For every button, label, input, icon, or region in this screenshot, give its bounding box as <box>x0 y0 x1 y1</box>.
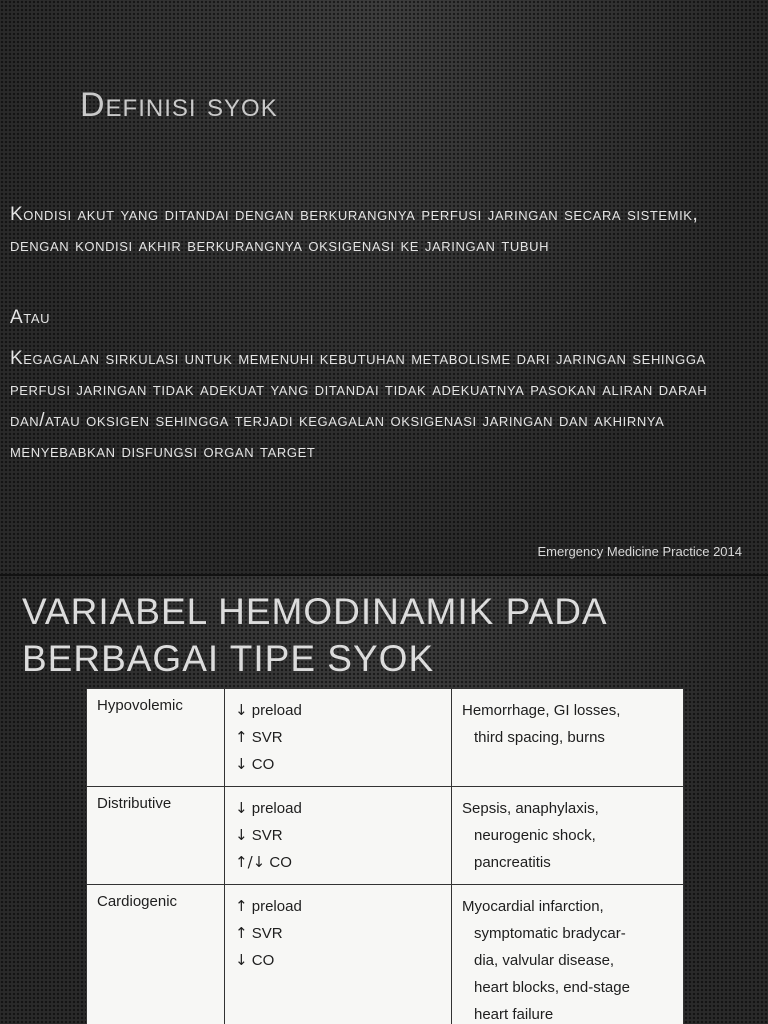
variable-label: CO <box>251 952 275 969</box>
slide-variabel-hemodinamik <box>0 576 768 1024</box>
causes-cell <box>452 885 684 1024</box>
arrow-icon: ↑ <box>235 897 248 915</box>
cause-line: third spacing, burns <box>474 729 605 746</box>
causes-cell <box>452 787 684 885</box>
variable-label: preload <box>251 702 302 719</box>
causes-cell <box>452 689 684 787</box>
hemodynamic-table <box>86 688 684 1024</box>
definition-paragraph-2: Kegagalan sirkulasi untuk memenuhi kebutuhan metabolisme dari jaringan sehingga perfusi jaringan tidak adekuat yang ditandai tidak adekuatnya pasokan aliran darah dan/atau oksigen sehingga terjadi kegagalan oksigenasi jaringan dan akhirnya menyebabkan disfungsi organ target <box>10 348 708 462</box>
arrow-icon: ↑ <box>235 924 248 942</box>
variable-line <box>235 822 441 849</box>
variable-label: SVR <box>251 827 283 844</box>
cause-line: Sepsis, anaphylaxis, <box>462 800 599 817</box>
variable-line <box>235 947 441 974</box>
variable-label: CO <box>251 756 275 773</box>
arrow-icon: ↓ <box>235 755 248 773</box>
cause-line: heart failure <box>474 1006 554 1023</box>
table-row <box>87 885 684 1024</box>
cause-line: pancreatitis <box>474 854 551 871</box>
slide-title-line-2: BERBAGAI TIPE SYOK <box>22 638 435 679</box>
shock-type-cell: Hypovolemic <box>87 689 225 787</box>
cause-line: Myocardial infarction, <box>462 898 604 915</box>
slide-title-line-1: VARIABEL HEMODINAMIK PADA <box>22 591 608 632</box>
table-row <box>87 689 684 787</box>
shock-type-cell: Distributive <box>87 787 225 885</box>
cause-line: symptomatic bradycar- <box>474 925 626 942</box>
variable-line <box>235 893 441 920</box>
hemodynamic-variables-cell <box>225 787 452 885</box>
cause-line: Hemorrhage, GI losses, <box>462 702 621 719</box>
hemodynamic-variables-cell <box>225 885 452 1024</box>
table-row <box>87 787 684 885</box>
slide-title: Definisi syok <box>80 86 278 124</box>
variable-label: SVR <box>251 925 283 942</box>
arrow-icon: ↓ <box>235 701 248 719</box>
cause-line: neurogenic shock, <box>474 827 596 844</box>
variable-line <box>235 724 441 751</box>
variable-label: preload <box>251 800 302 817</box>
variable-line <box>235 697 441 724</box>
variable-line <box>235 795 441 822</box>
variable-label: CO <box>269 854 292 871</box>
arrow-icon: ↓ <box>235 799 248 817</box>
cause-line: heart blocks, end-stage <box>474 979 630 996</box>
arrow-icon: ↓ <box>235 951 248 969</box>
shock-type-cell: Cardiogenic <box>87 885 225 1024</box>
definition-paragraph-1: Kondisi akut yang ditandai dengan berkurangnya perfusi jaringan secara sistemik, dengan kondisi akhir berkurangnya oksigenasi ke jaringan tubuh <box>10 204 699 256</box>
arrow-icon: ↑/↓ <box>235 853 266 871</box>
variable-label: preload <box>251 898 302 915</box>
variable-line <box>235 849 441 876</box>
slide-title <box>22 588 742 682</box>
variable-line <box>235 920 441 947</box>
hemodynamic-variables-cell <box>225 689 452 787</box>
arrow-icon: ↑ <box>235 728 248 746</box>
arrow-icon: ↓ <box>235 826 248 844</box>
variable-line <box>235 751 441 778</box>
variable-label: SVR <box>251 729 283 746</box>
cause-line: dia, valvular disease, <box>474 952 615 969</box>
source-citation: Emergency Medicine Practice 2014 <box>537 544 742 559</box>
definition-connector: Atau <box>10 307 51 328</box>
